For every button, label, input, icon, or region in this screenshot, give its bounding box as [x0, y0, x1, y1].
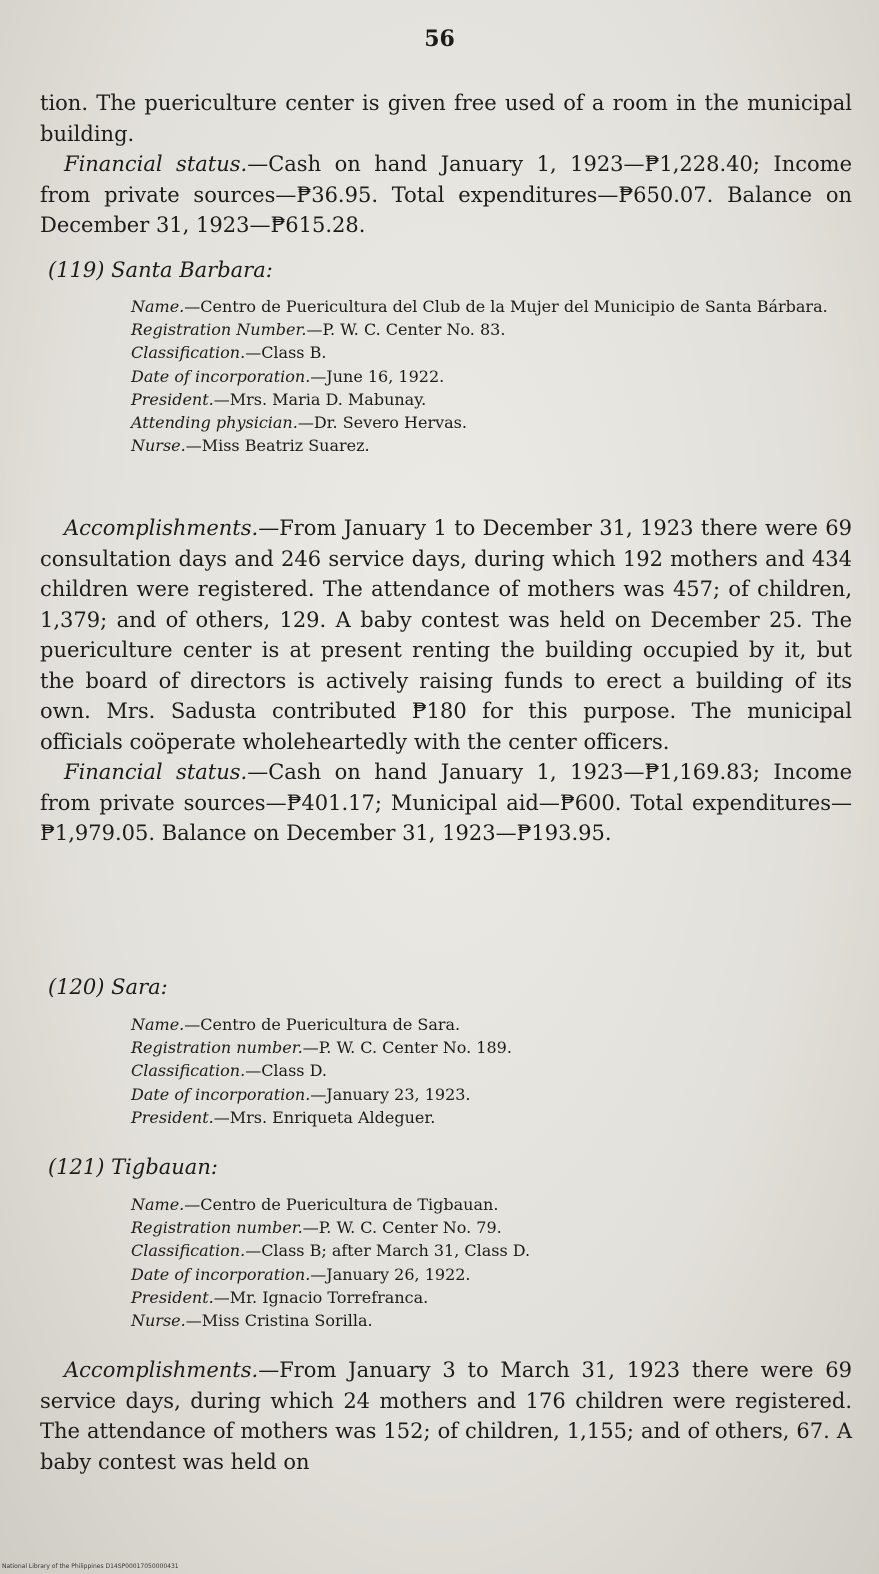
intro-financial-status: [40, 149, 852, 241]
detail-row: Nurse.—Miss Beatriz Suarez.: [131, 436, 370, 456]
detail-row: Date of incorporation.—January 23, 1923.: [131, 1084, 471, 1104]
details-list-121: [131, 1193, 851, 1332]
detail-row: Name.—Centro de Puericultura de Tigbauan.: [131, 1195, 499, 1214]
details-list-120: [131, 1013, 851, 1129]
accomplishments-paragraph: Accomplishments.—From January 3 to March 31, 1923 there were 69 service days, during which 24 mothers and 176 children were registered. The attendance of mothers was 152; of children, 1,155; and of others, 67. A baby contest was held on: [40, 1358, 852, 1474]
section-place: Santa Barbara:: [111, 258, 273, 282]
detail-row: President.—Mrs. Maria D. Mabunay.: [131, 389, 427, 409]
section-heading-120: [48, 975, 168, 999]
detail-row: Nurse.—Miss Cristina Sorilla.: [131, 1311, 373, 1331]
financial-status-label: Financial status.: [64, 152, 248, 176]
section-place: Sara:: [111, 975, 168, 999]
section-heading-121: [48, 1155, 218, 1179]
detail-row: Classification.—Class D.: [131, 1061, 327, 1081]
accomplishments-paragraph: Accomplishments.—From January 1 to December 31, 1923 there were 69 consultation days and 246 service days, during which 192 mothers and 434 children were registered. The attendance of mothers was 457; of children, 1,379; and of others, 129. A baby contest was held on December 25. The puericulture center is at present renting the building occupied by it, but the board of directors is actively raising funds to erect a building of its own. Mrs. Sadusta contributed ₱180 for this purpose. The municipal officials coöperate wholeheartedly with the center officers.: [40, 516, 852, 754]
section-number: (120): [48, 975, 105, 999]
details-list-119: [131, 295, 851, 457]
detail-row: Registration Number.—P. W. C. Center No. 83.: [131, 320, 506, 340]
intro-block: [40, 88, 852, 241]
detail-row: Classification.—Class B.: [131, 343, 327, 363]
section-121-body: [40, 1355, 852, 1477]
financial-status-paragraph: Financial status.—Cash on hand January 1, 1923—₱1,169.83; Income from private sources—₱401.17; Municipal aid—₱600. Total expenditures—₱1,979.05. Balance on December 31, 1923—₱193.95.: [40, 760, 852, 845]
detail-row: President.—Mrs. Enriqueta Aldeguer.: [131, 1107, 436, 1127]
detail-row: Registration number.—P. W. C. Center No. 79.: [131, 1218, 502, 1238]
detail-row: Name.—Centro de Puericultura de Sara.: [131, 1015, 461, 1034]
section-place: Tigbauan:: [111, 1155, 218, 1179]
intro-paragraph: tion. The puericulture center is given free used of a room in the municipal building.: [40, 91, 852, 146]
detail-row: President.—Mr. Ignacio Torrefranca.: [131, 1287, 429, 1307]
financial-status-text: —Cash on hand January 1, 1923—₱1,228.40; Income from private sources—₱36.95. Total expenditures—₱650.07. Balance on December 31, 1923—₱615.28.: [40, 152, 852, 237]
detail-row: Attending physician.—Dr. Severo Hervas.: [131, 413, 467, 433]
scan-footer: National Library of the Philippines D14SP00017050000431: [2, 1563, 179, 1570]
section-119-body: [40, 513, 852, 849]
detail-row: Registration number.—P. W. C. Center No. 189.: [131, 1038, 512, 1058]
section-number: (119): [48, 258, 105, 282]
section-number: (121): [48, 1155, 105, 1179]
detail-row: Name.—Centro de Puericultura del Club de la Mujer del Municipio de Santa Bárbara.: [131, 297, 828, 316]
section-heading-119: [48, 258, 273, 282]
page-number: 56: [424, 26, 455, 52]
detail-row: Date of incorporation.—January 26, 1922.: [131, 1264, 471, 1284]
detail-row: Classification.—Class B; after March 31, Class D.: [131, 1241, 531, 1261]
detail-row: Date of incorporation.—June 16, 1922.: [131, 366, 445, 386]
